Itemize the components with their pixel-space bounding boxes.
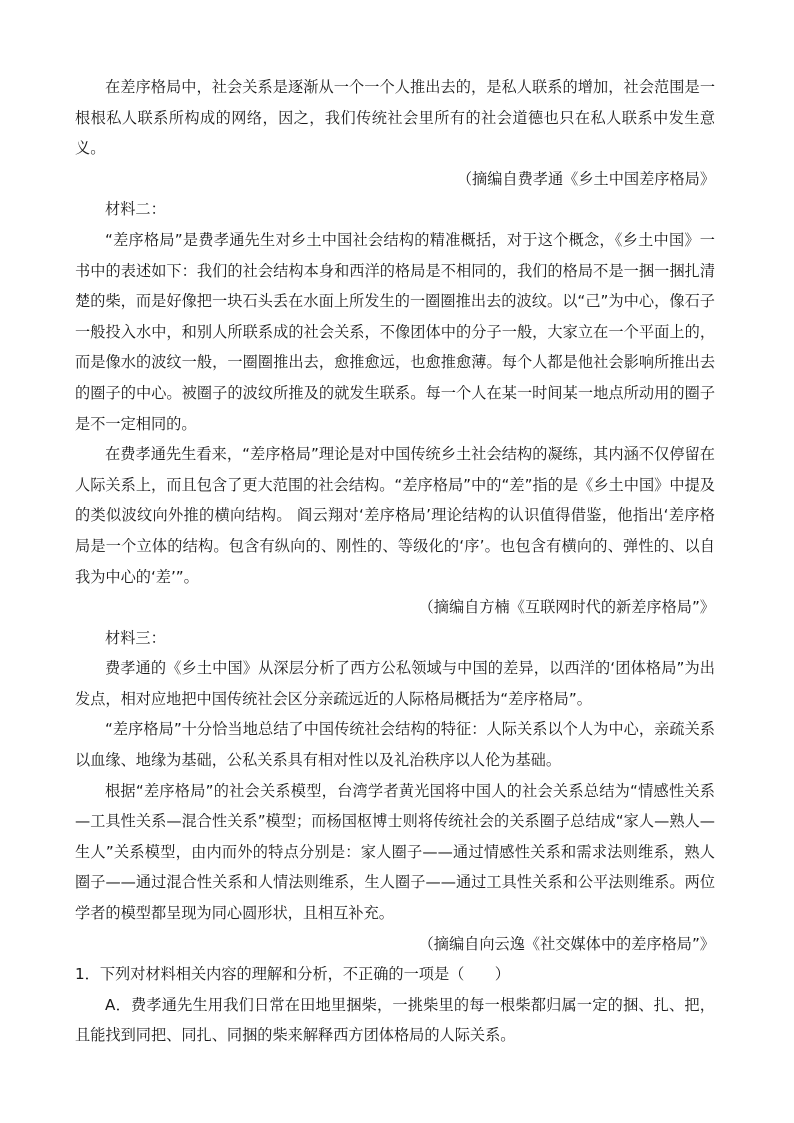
material-two-paragraph-1: “差序格局”是费孝通先生对乡土中国社会结构的精准概括，对于这个概念，《乡土中国》一书中的表述如下：我们的社会结构本身和西洋的格局是不相同的，我们的格局不是一捆一捆扎清楚的柴，而是好像把一块石头丢在水面上所发生的一圈圈推出去的波纹。以“己”为中心，像石子一般投入水中，和别人所联系成的社会关系，不像团体中的分子一般，大家立在一个平面上的，而是像水的波纹一般，一圈圈推出去，愈推愈远，也愈推愈薄。每个人都是他社会影响所推出去的圈子的中心。被圈子的波纹所推及的就发生联系。每一个人在某一时间某一地点所动用的圈子是不一定相同的。	[75, 230, 715, 433]
material-three-paragraph-2: “差序格局”十分恰当地总结了中国传统社会结构的特征：人际关系以个人为中心，亲疏关系以血缘、地缘为基础，公私关系具有相对性以及礼治秩序以人伦为基础。	[75, 720, 715, 770]
question-one-option-a: A．费孝通先生用我们日常在田地里捆柴，一挑柴里的每一根柴都归属一定的捆、扎、把，且能找到同把、同扎、同捆的柴来解释西方团体格局的人际关系。	[75, 995, 715, 1045]
material-three-heading: 材料三：	[105, 628, 166, 647]
material-two-source: （摘编自方楠《互联网时代的新差序格局”》	[418, 598, 715, 617]
document-body	[75, 72, 715, 1051]
material-two-heading: 材料二：	[105, 200, 166, 219]
material-three-paragraph-1: 费孝通的《乡土中国》从深层分析了西方公私领域与中国的差异，以西洋的‘团体格局”为出发点，相对应地把中国传统社会区分亲疏远近的人际格局概括为“差序格局”。	[75, 659, 715, 708]
material-one-paragraph: 在差序格局中，社会关系是逐渐从一个一个人推出去的，是私人联系的增加，社会范围是一根根私人联系所构成的网络，因之，我们传统社会里所有的社会道德也只在私人联系中发生意义。	[75, 78, 715, 158]
material-three-source: （摘编自向云逸《社交媒体中的差序格局”》	[418, 934, 715, 953]
material-one-source: （摘编自费孝通《乡土中国差序格局》	[456, 169, 715, 188]
material-three-paragraph-3: 根据“差序格局”的社会关系模型，台湾学者黄光国将中国人的社会关系总结为“情感性关系—工具性关系—混合性关系”模型；而杨国枢博士则将传统社会的关系圈子总结成“家人—熟人—生人”关系模型，由内而外的特点分别是：家人圈子——通过情感性关系和需求法则维系，熟人圈子——通过混合性关系和人情法则维系，生人圈子——通过工具性关系和公平法则维系。两位学者的模型都呈现为同心圆形状，且相互补充。	[75, 781, 715, 923]
material-two-paragraph-2: 在费孝通先生看来，“差序格局”理论是对中国传统乡土社会结构的凝练，其内涵不仅停留在人际关系上，而且包含了更大范围的社会结构。“差序格局”中的“差”指的是《乡土中国》中提及的类似波纹向外推的横向结构。 阎云翔对‘差序格局’理论结构的认识值得借鉴，他指出‘差序格局是一个立体的结构。包含有纵向的、刚性的、等级化的‘序’。也包含有横向的、弹性的、以自我为中心的‘差’”。	[75, 445, 715, 586]
question-one-stem: 1．下列对材料相关内容的理解和分析，不正确的一项是（ ）	[75, 965, 510, 984]
